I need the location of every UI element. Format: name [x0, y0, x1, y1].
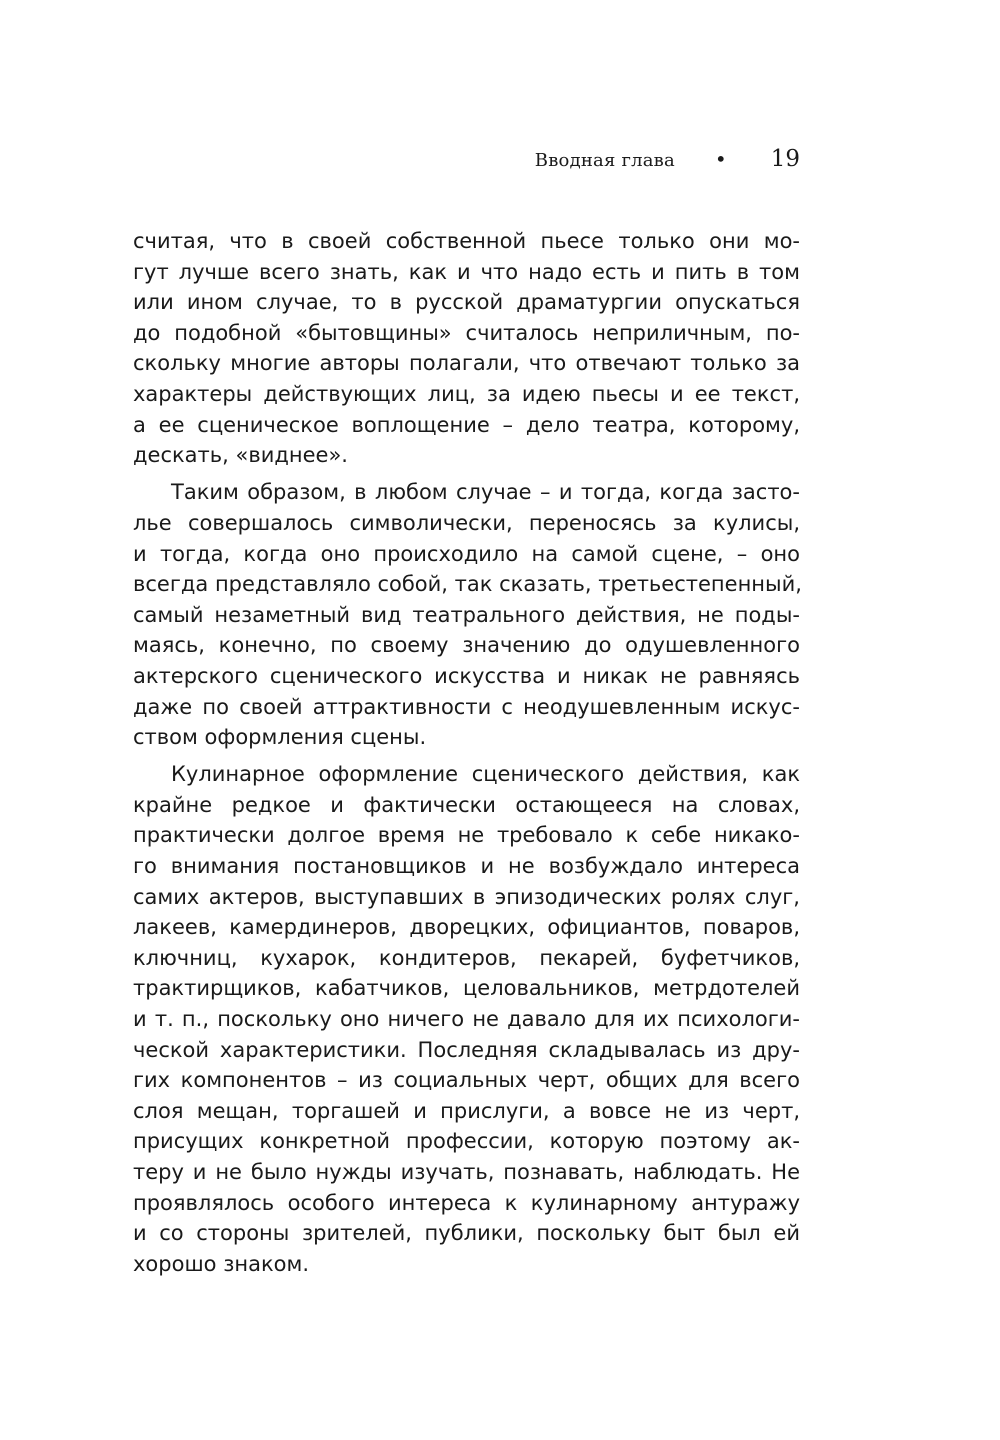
text-line: лакеев, камердинеров, дворецких, официантов, поваров,: [133, 915, 800, 940]
text-line: Кулинарное оформление сценического действия, как: [171, 762, 800, 787]
text-line: практически долгое время не требовало к себе никако-: [133, 823, 800, 848]
text-line: актерского сценического искусства и никак не равняясь: [133, 663, 800, 688]
text-line: гут лучше всего знать, как и что надо есть и пить в том: [133, 259, 800, 284]
text-line: до подобной «бытовщины» считалось неприличным, по-: [133, 320, 800, 345]
text-line: ключниц, кухарок, кондитеров, пекарей, буфетчиков,: [133, 945, 800, 970]
text-line: хорошо знаком.: [133, 1251, 310, 1276]
text-line: крайне редкое и фактически остающееся на словах,: [133, 792, 800, 817]
body-text: [133, 226, 800, 1279]
text-line: или ином случае, то в русской драматургии опускаться: [133, 290, 800, 315]
paragraph: [133, 477, 800, 752]
text-line: и тогда, когда оно происходило на самой сцене, – оно: [133, 541, 800, 566]
text-line: го внимания постановщиков и не возбуждало интереса: [133, 854, 800, 879]
text-line: даже по своей аттрактивности с неодушевленным искус-: [133, 694, 800, 719]
text-line: а ее сценическое воплощение – дело театра, которому,: [133, 412, 800, 437]
text-line: Таким образом, в любом случае – и тогда, когда засто-: [171, 480, 800, 505]
text-line: самих актеров, выступавших в эпизодических ролях слуг,: [133, 884, 800, 909]
text-line: и т. п., поскольку оно ничего не давало для их психологи-: [133, 1007, 800, 1032]
text-line: слоя мещан, торгашей и прислуги, а вовсе не из черт,: [133, 1098, 800, 1123]
text-line: ством оформления сцены.: [133, 725, 427, 750]
text-line: и со стороны зрителей, публики, поскольку быт был ей: [133, 1221, 800, 1246]
text-line: присущих конкретной профессии, которую поэтому ак-: [133, 1129, 800, 1154]
page-number: 19: [770, 146, 800, 172]
text-line: проявлялось особого интереса к кулинарному антуражу: [133, 1190, 800, 1215]
text-line: дескать, «виднее».: [133, 443, 348, 468]
text-line: самый незаметный вид театрального действия, не поды-: [133, 602, 800, 627]
text-line: теру и не было нужды изучать, познавать, наблюдать. Не: [133, 1160, 800, 1184]
section-title: Вводная глава: [534, 150, 675, 171]
text-line: характеры действующих лиц, за идею пьесы и ее текст,: [133, 381, 800, 406]
text-line: считая, что в своей собственной пьесе только они мо-: [133, 229, 800, 253]
bullet-separator: •: [714, 147, 727, 171]
text-line: ческой характеристики. Последняя складывалась из дру-: [133, 1037, 800, 1062]
text-line: лье совершалось символически, переносясь за кулисы,: [133, 510, 800, 535]
paragraph: [133, 226, 800, 471]
running-head: [535, 146, 800, 172]
text-line: маясь, конечно, по своему значению до одушевленного: [133, 633, 800, 658]
text-line: скольку многие авторы полагали, что отвечают только за: [133, 351, 800, 376]
paragraph: [133, 759, 800, 1279]
text-line: гих компонентов – из социальных черт, общих для всего: [133, 1068, 800, 1093]
text-line: всегда представляло собой, так сказать, третьестепенный,: [133, 572, 802, 597]
text-line: трактирщиков, кабатчиков, целовальников, метрдотелей: [133, 976, 800, 1001]
